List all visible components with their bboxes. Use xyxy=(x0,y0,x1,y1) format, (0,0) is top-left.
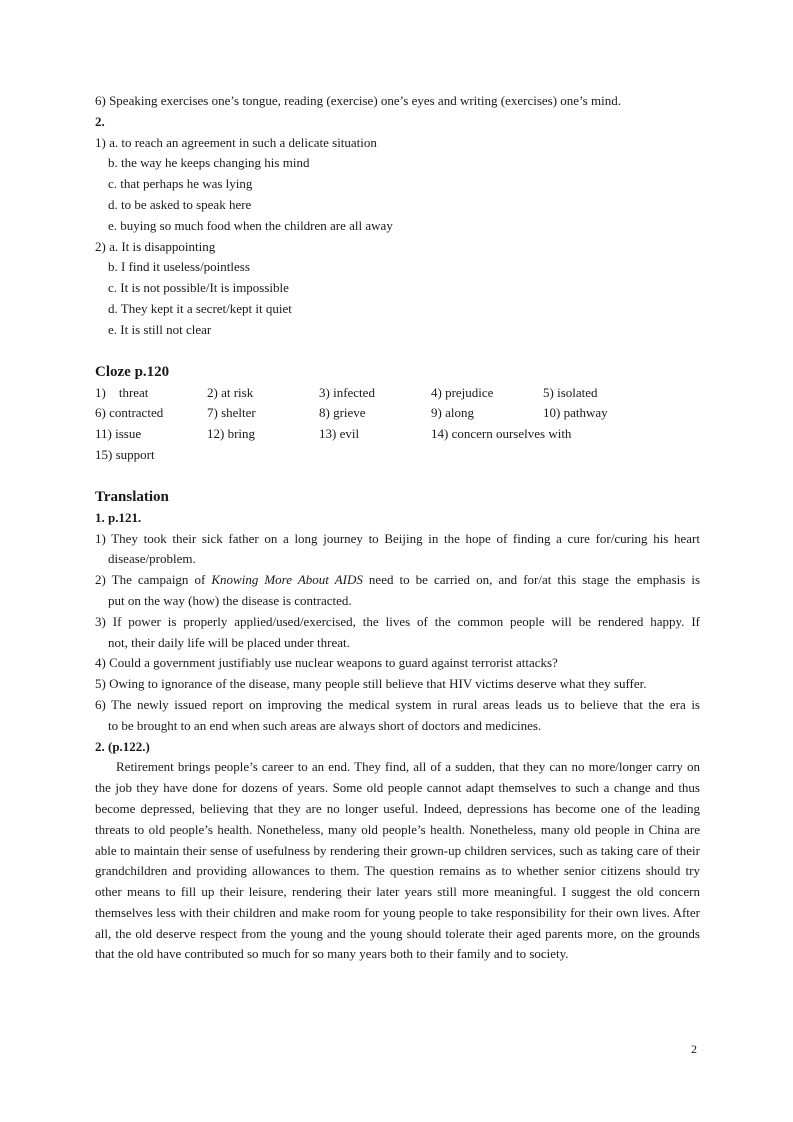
translation-part-1-label: 1. p.121. xyxy=(95,509,142,525)
question-1-answers xyxy=(95,133,700,237)
translation-line: 3) If power is properly applied/used/exercised, the lives of the common people will be rendered happy. If xyxy=(95,613,700,629)
translation-item xyxy=(95,612,700,654)
translation-line: put on the way (how) the disease is contracted. xyxy=(108,592,352,608)
cloze-row xyxy=(95,403,700,424)
translation-line: disease/problem. xyxy=(108,551,196,567)
translation-item xyxy=(95,653,700,674)
answer-line: b. the way he keeps changing his mind xyxy=(108,155,310,171)
translation-paragraph: Retirement brings people’s career to an end. They find, all of a sudden, that they can no more/longer carry on the job they have done for dozens of years. Some old people cannot adapt themselves to such a change and thus become depressed, believing that they are no longer useful. Indeed, depressions has become one of the leading threats to old people’s health. Nonetheless, many old people’s health. Nonetheless, many old people in China are able to maintain their sense of usefulness by rendering their grown-up children services, such as taking care of their grandchildren and providing allowances to them. The question remains as to whether senior citizens should try other means to fill up their leisure, rendering their later years still more meaningful. I suggest the old concern themselves less with their children and make room for young people to take responsibility for their own lives. After all, the old deserve respect from the young and the young should tolerate their aged parents more, on the grounds that the old have contributed so much for so many years both to their family and to society. xyxy=(95,759,700,962)
translation-heading: Translation xyxy=(95,488,169,505)
translation-line: 5) Owing to ignorance of the disease, many people still believe that HIV victims deserve what they suffer. xyxy=(95,676,647,692)
question-2-answers xyxy=(95,237,700,341)
cloze-row xyxy=(95,383,700,404)
page-number: 2 xyxy=(691,1042,697,1056)
page-content xyxy=(95,91,700,965)
answer-line: d. They kept it a secret/kept it quiet xyxy=(108,300,292,316)
cloze-answer: 2) at risk xyxy=(207,384,254,400)
cloze-answer: 4) prejudice xyxy=(431,384,494,400)
translation-item xyxy=(95,529,700,571)
translation-sentences xyxy=(95,529,700,737)
cloze-answer: 10) pathway xyxy=(543,405,608,421)
translation-item xyxy=(95,674,700,695)
answer-line: 2) a. It is disappointing xyxy=(95,238,216,254)
answer-line: e. buying so much food when the children are all away xyxy=(108,217,393,233)
cloze-answer: 9) along xyxy=(431,405,474,421)
answer-line: c. It is not possible/It is impossible xyxy=(108,280,289,296)
cloze-answer: 12) bring xyxy=(207,426,256,442)
cloze-row xyxy=(95,445,700,466)
translation-item xyxy=(95,695,700,737)
translation-line: 6) The newly issued report on improving the medical system in rural areas leads us to believe that the era is xyxy=(95,696,700,712)
book-title: Knowing More About AIDS xyxy=(211,572,363,588)
answer-line: d. to be asked to speak here xyxy=(108,196,252,212)
text-span: 2) The campaign of xyxy=(95,572,212,588)
cloze-answer: 13) evil xyxy=(319,426,360,442)
cloze-row xyxy=(95,424,700,445)
answer-line: 1) a. to reach an agreement in such a delicate situation xyxy=(95,134,377,150)
answer-item-6: 6) Speaking exercises one’s tongue, reading (exercise) one’s eyes and writing (exercises) one’s mind. xyxy=(95,93,621,108)
translation-line: 1) They took their sick father on a long journey to Beijing in the hope of finding a cure for/curing his heart xyxy=(95,530,700,546)
translation-line xyxy=(95,570,700,591)
cloze-answer: 3) infected xyxy=(319,384,375,400)
cloze-answer: 11) issue xyxy=(95,426,142,442)
translation-line: 4) Could a government justifiably use nuclear weapons to guard against terrorist attacks? xyxy=(95,655,558,671)
answer-line: b. I find it useless/pointless xyxy=(108,259,250,275)
translation-item xyxy=(95,570,700,612)
translation-line: not, their daily life will be placed under threat. xyxy=(108,634,350,650)
answer-line: e. It is still not clear xyxy=(108,321,212,337)
cloze-answer: 14) concern ourselves with xyxy=(431,426,572,442)
cloze-answer: 1) threat xyxy=(95,384,149,400)
cloze-answer: 7) shelter xyxy=(207,405,256,421)
cloze-heading: Cloze p.120 xyxy=(95,363,170,380)
cloze-answer: 6) contracted xyxy=(95,405,164,421)
cloze-answers-grid xyxy=(95,383,700,466)
answer-line: c. that perhaps he was lying xyxy=(108,176,253,192)
translation-part-2-label: 2. (p.122.) xyxy=(95,738,150,754)
translation-line: to be brought to an end when such areas are always short of doctors and medicines. xyxy=(108,717,542,733)
cloze-answer: 5) isolated xyxy=(543,384,598,400)
section-2-label: 2. xyxy=(95,113,105,129)
text-span: need to be carried on, and for/at this stage the emphasis is xyxy=(362,572,701,588)
cloze-answer: 8) grieve xyxy=(319,405,366,421)
cloze-answer: 15) support xyxy=(95,446,155,462)
